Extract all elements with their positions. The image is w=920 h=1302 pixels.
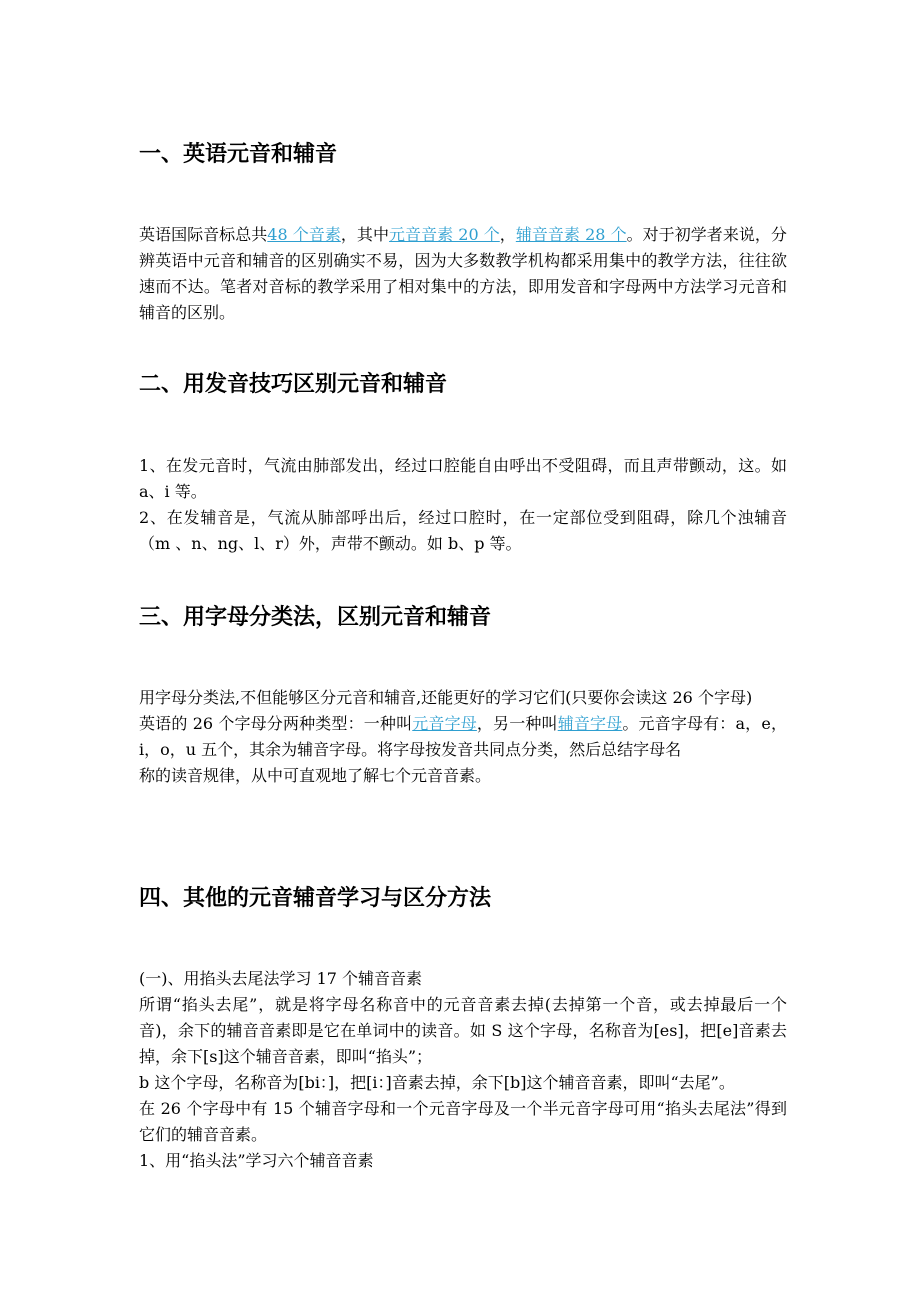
section-2-paragraph [139, 453, 787, 557]
section-3-paragraph [139, 685, 787, 789]
link-vowel-phonemes[interactable]: 元音音素 20 个 [389, 225, 500, 244]
text-run: 。对于初学者来说，分辨英语中元音和辅音的区别确实不易，因为大多数教学机构都采用集中的教学方法，往往欲速而不达。笔者对音标的教学采用了相对集中的方法，即用发音和字母两中方法学习元音和辅音的区别。 [139, 225, 787, 322]
section-heading-2: 二、用发音技巧区别元音和辅音 [139, 372, 448, 397]
section-heading-3: 三、用字母分类法，区别元音和辅音 [139, 605, 492, 630]
section-4-paragraph [139, 966, 787, 1174]
paragraph-line: 所谓“掐头去尾”，就是将字母名称音中的元音音素去掉(去掉第一个音，或去掉最后一个音)，余下的辅音音素即是它在单词中的读音。如 S 这个字母，名称音为[es]，把[e]音素去掉，余下[s]这个辅音音素，即叫“掐头”； [139, 995, 787, 1066]
section-1-paragraph [139, 222, 787, 326]
link-consonant-letters[interactable]: 辅音字母 [557, 714, 623, 733]
paragraph-line: 称的读音规律，从中可直观地了解七个元音音素。 [139, 766, 492, 785]
section-heading-4: 四、其他的元音辅音学习与区分方法 [139, 886, 492, 911]
paragraph-line: 用字母分类法,不但能够区分元音和辅音,还能更好的学习它们(只要你会读这 26 个字母) [139, 688, 753, 707]
text-run: 英语国际音标总共 [139, 225, 268, 244]
section-heading-1: 一、英语元音和辅音 [139, 142, 338, 167]
link-vowel-letters[interactable]: 元音字母 [412, 714, 477, 733]
paragraph-line: b 这个字母，名称音为[bi：]，把[i：]音素去掉，余下[b]这个辅音音素，即叫“去尾”。 [139, 1073, 735, 1092]
text-run: 。元音字母有：a，e，i，o，u 五个，其余为辅音字母。将字母按发音共同点分类，然后总结字母名 [139, 714, 787, 759]
text-run: ，另一种叫 [476, 714, 558, 733]
link-48-phonemes[interactable]: 48 个音素 [267, 225, 341, 244]
text-run: 英语的 26 个字母分两种类型：一种叫 [139, 714, 413, 733]
paragraph-line: 1、用“掐头法”学习六个辅音音素 [139, 1151, 374, 1170]
paragraph-text [139, 222, 787, 326]
link-consonant-phonemes[interactable]: 辅音音素 28 个 [515, 225, 627, 244]
paragraph-line [139, 711, 787, 763]
text-run: ， [499, 225, 516, 244]
paragraph-line: 1、在发元音时，气流由肺部发出，经过口腔能自由呼出不受阻碍，而且声带颤动，这。如 a、i 等。 [139, 456, 787, 501]
paragraph-line: 2、在发辅音是，气流从肺部呼出后，经过口腔时，在一定部位受到阻碍，除几个浊辅音（m 、n、ng、l、r）外，声带不颤动。如 b、p 等。 [139, 508, 787, 553]
text-run: ，其中 [340, 225, 389, 244]
paragraph-line: (一)、用掐头去尾法学习 17 个辅音音素 [139, 969, 423, 988]
paragraph-line: 在 26 个字母中有 15 个辅音字母和一个元音字母及一个半元音字母可用“掐头去尾法”得到它们的辅音音素。 [139, 1099, 787, 1144]
